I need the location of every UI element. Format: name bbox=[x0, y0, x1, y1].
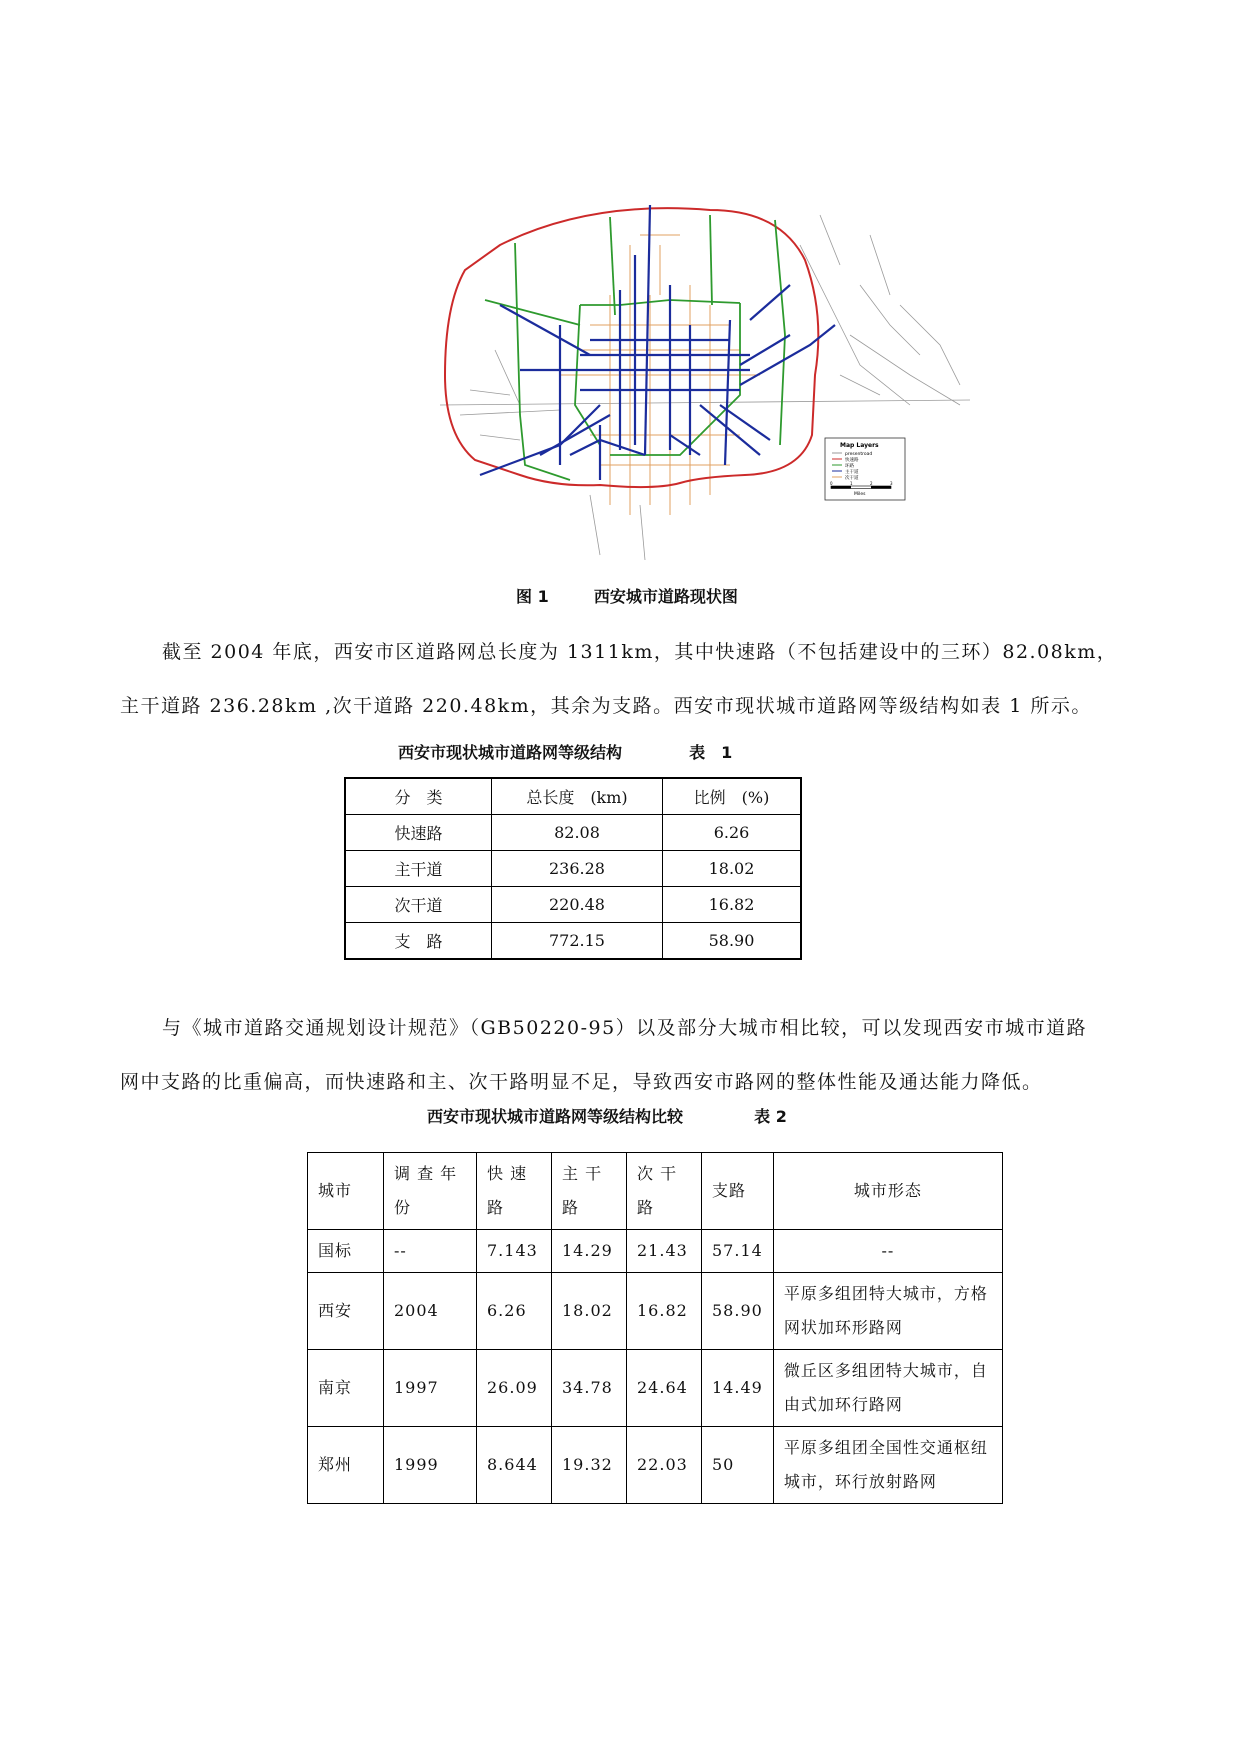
figure1-label: 图 1 bbox=[516, 587, 549, 606]
legend-item-3: 主干道 bbox=[845, 470, 859, 475]
scale-tick-3: 3 bbox=[890, 481, 893, 486]
table2-cell: 西安 bbox=[308, 1273, 384, 1350]
table2-cell: 14.29 bbox=[552, 1230, 627, 1273]
table2-cell: 7.143 bbox=[477, 1230, 552, 1273]
table-row bbox=[308, 1427, 1003, 1504]
table2-label: 表 2 bbox=[754, 1107, 787, 1126]
table2-cell: 34.78 bbox=[552, 1350, 627, 1427]
table2-cell: 57.14 bbox=[702, 1230, 774, 1273]
table1-header: 总长度 (km) bbox=[492, 778, 663, 815]
table2-cell: 微丘区多组团特大城市，自由式加环行路网 bbox=[773, 1350, 1002, 1427]
table-row bbox=[308, 1350, 1003, 1427]
table2-cell: 24.64 bbox=[627, 1350, 702, 1427]
table2-cell: 郑州 bbox=[308, 1427, 384, 1504]
table2-cell: 26.09 bbox=[477, 1350, 552, 1427]
legend-item-0: presentroad bbox=[845, 452, 873, 457]
table2-cell: 22.03 bbox=[627, 1427, 702, 1504]
table2-header: 城市形态 bbox=[773, 1153, 1002, 1230]
table2-title-text: 西安市现状城市道路网等级结构比较 bbox=[427, 1107, 684, 1126]
scale-tick-2: 2 bbox=[870, 481, 873, 486]
table-row bbox=[308, 1273, 1003, 1350]
para1-line1: 截至 2004 年底，西安市区道路网总长度为 1311km，其中快速路（不包括建设中的三环）82.08km， bbox=[162, 641, 1118, 663]
table1-header: 分 类 bbox=[345, 778, 492, 815]
table1-cell: 82.08 bbox=[492, 815, 663, 851]
table2-cell: 19.32 bbox=[552, 1427, 627, 1504]
table2-header: 快 速 路 bbox=[477, 1153, 552, 1230]
table2-cell: 2004 bbox=[384, 1273, 477, 1350]
table1-header-row bbox=[345, 778, 801, 815]
table1-label: 表 1 bbox=[689, 743, 733, 762]
table1-cell: 主干道 bbox=[345, 851, 492, 887]
table1-cell: 快速路 bbox=[345, 815, 492, 851]
secondary-roads bbox=[560, 235, 760, 515]
table2-header: 城市 bbox=[308, 1153, 384, 1230]
outer-ring bbox=[445, 208, 818, 487]
table1-cell: 支 路 bbox=[345, 923, 492, 960]
table2-cell: 58.90 bbox=[702, 1273, 774, 1350]
table2-header: 主 干 路 bbox=[552, 1153, 627, 1230]
table2-cell: 南京 bbox=[308, 1350, 384, 1427]
table2-header: 支路 bbox=[702, 1153, 774, 1230]
map-legend bbox=[825, 438, 905, 500]
table1 bbox=[344, 777, 802, 960]
table2-cell: 50 bbox=[702, 1427, 774, 1504]
table2-title bbox=[427, 1104, 787, 1127]
legend-item-4: 次干道 bbox=[845, 476, 859, 481]
table2-cell: 1997 bbox=[384, 1350, 477, 1427]
table1-cell: 58.90 bbox=[663, 923, 802, 960]
table1-cell: 次干道 bbox=[345, 887, 492, 923]
table2-cell: 平原多组团全国性交通枢纽城市，环行放射路网 bbox=[773, 1427, 1002, 1504]
table1-title bbox=[398, 740, 732, 763]
table2-cell: -- bbox=[384, 1230, 477, 1273]
main-roads bbox=[480, 205, 835, 480]
table2-cell: 16.82 bbox=[627, 1273, 702, 1350]
table2-header: 调 查 年 份 bbox=[384, 1153, 477, 1230]
paragraph-2 bbox=[120, 1001, 1130, 1109]
table1-cell: 220.48 bbox=[492, 887, 663, 923]
table2-cell: 国标 bbox=[308, 1230, 384, 1273]
table1-header: 比例 (%) bbox=[663, 778, 802, 815]
xian-road-map bbox=[440, 205, 970, 565]
scale-unit: Miles bbox=[854, 492, 866, 497]
table2 bbox=[307, 1152, 1003, 1504]
table1-cell: 6.26 bbox=[663, 815, 802, 851]
table2-cell: 6.26 bbox=[477, 1273, 552, 1350]
para2-line1: 与《城市道路交通规划设计规范》（GB50220-95）以及部分大城市相比较，可以发现西安市城市道路 bbox=[162, 1017, 1088, 1039]
table2-cell: -- bbox=[773, 1230, 1002, 1273]
figure1-caption bbox=[516, 584, 738, 607]
table1-cell: 772.15 bbox=[492, 923, 663, 960]
legend-item-2: 环路 bbox=[845, 464, 854, 469]
paragraph-1 bbox=[120, 625, 1130, 733]
table-row bbox=[308, 1230, 1003, 1273]
table2-header: 次 干 路 bbox=[627, 1153, 702, 1230]
table-row bbox=[345, 887, 801, 923]
table1-cell: 236.28 bbox=[492, 851, 663, 887]
table2-cell: 8.644 bbox=[477, 1427, 552, 1504]
table2-cell: 21.43 bbox=[627, 1230, 702, 1273]
para1-line2: 主干道路 236.28km ,次干道路 220.48km，其余为支路。西安市现状城市道路网等级结构如表 1 所示。 bbox=[120, 695, 1092, 717]
legend-item-1: 快速路 bbox=[845, 458, 859, 463]
table-row bbox=[345, 923, 801, 960]
scale-tick-1: 1 bbox=[850, 481, 853, 486]
table-row bbox=[345, 815, 801, 851]
table2-cell: 1999 bbox=[384, 1427, 477, 1504]
table2-header-row bbox=[308, 1153, 1003, 1230]
table1-cell: 18.02 bbox=[663, 851, 802, 887]
figure1-title: 西安城市道路现状图 bbox=[593, 587, 738, 606]
table2-cell: 平原多组团特大城市，方格网状加环形路网 bbox=[773, 1273, 1002, 1350]
scale-tick-0: 0 bbox=[830, 481, 833, 486]
table2-cell: 14.49 bbox=[702, 1350, 774, 1427]
table-row bbox=[345, 851, 801, 887]
legend-title: Map Layers bbox=[840, 442, 879, 449]
table1-title-text: 西安市现状城市道路网等级结构 bbox=[398, 743, 623, 762]
table1-cell: 16.82 bbox=[663, 887, 802, 923]
para2-line2: 网中支路的比重偏高，而快速路和主、次干路明显不足，导致西安市路网的整体性能及通达能力降低。 bbox=[120, 1071, 1043, 1093]
table2-cell: 18.02 bbox=[552, 1273, 627, 1350]
